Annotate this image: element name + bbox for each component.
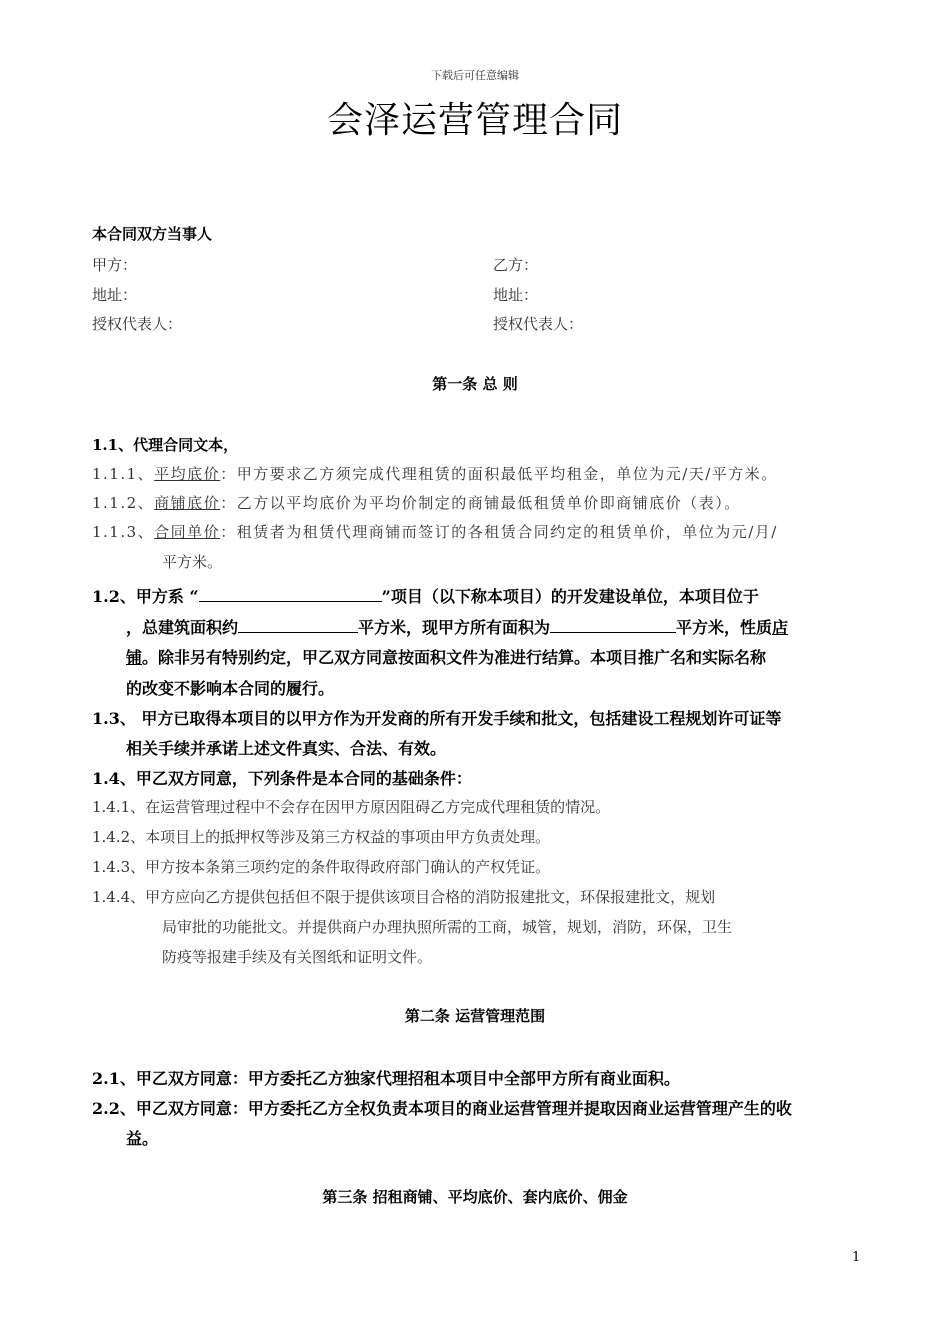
rep-a-label: 授权代表人：	[92, 315, 183, 333]
address-b-label: 地址：	[493, 286, 539, 304]
clause-1-2-line4: 的改变不影响本合同的履行。	[126, 679, 335, 698]
article3-heading: 第三条 招租商铺、平均底价、套内底价、佣金	[322, 1188, 628, 1206]
clause-text: ：甲方要求乙方须完成代理租赁的面积最低平均租金，单位为元/天/平方米。	[220, 465, 778, 483]
clause-text: ”项目（以下称本项目）的开发建设单位，本项目位于	[381, 587, 759, 606]
parties-heading: 本合同双方当事人	[92, 225, 213, 243]
clause-1-2-line1	[92, 584, 759, 607]
term-contract-unit-price: 合同单价	[154, 523, 221, 541]
page-number: 1	[852, 1250, 861, 1265]
rep-b-label: 授权代表人：	[493, 315, 584, 333]
clause-1-1-1	[92, 463, 778, 484]
clause-1-4-2: 1.4.2、本项目上的抵押权等涉及第三方权益的事项由甲方负责处理。	[92, 828, 551, 846]
clause-text: 1.2、甲方系 “	[92, 587, 199, 606]
term-shop-floor-price: 商铺底价	[154, 494, 221, 512]
property-type: 店	[772, 618, 789, 637]
clause-1-1-2	[92, 492, 741, 513]
clause-text: ：乙方以平均底价为平均价制定的商铺最低租赁单价即商铺底价（表）。	[220, 494, 741, 512]
clause-2-2-line1: 2.2、甲乙双方同意：甲方委托乙方全权负责本项目的商业运营管理并提取因商业运营管理产生的收	[92, 1099, 792, 1118]
clause-number: 1.1.1、	[92, 465, 155, 483]
clause-1-4-4-line1: 1.4.4、甲方应向乙方提供包括但不限于提供该项目合格的消防报建批文，环保报建批文，规划	[92, 888, 716, 906]
clause-number: 1.1.2、	[92, 494, 155, 512]
clause-text: ，总建筑面积约	[126, 618, 239, 637]
clause-1-2-line2	[126, 615, 788, 638]
header-note: 下载后可任意编辑	[431, 69, 519, 82]
clause-1-4-4-line2: 局审批的功能批文。并提供商户办理执照所需的工商，城管，规划，消防，环保，卫生	[162, 918, 733, 936]
clause-text: 。除非另有特别约定，甲乙双方同意按面积文件为准进行结算。本项目推广名和实际名称	[142, 648, 767, 667]
clause-number: 1.1.3、	[92, 523, 155, 541]
article1-heading: 第一条 总 则	[432, 375, 518, 393]
clause-1-2-line3	[126, 645, 766, 668]
clause-1-1-3-cont: 平方米。	[162, 553, 223, 571]
clause-text: ：租赁者为租赁代理商铺而签订的各租赁合同约定的租赁单价，单位为元/月/	[220, 523, 778, 541]
property-type-cont: 铺	[126, 648, 143, 667]
party-b-label: 乙方：	[493, 256, 539, 274]
total-area-blank	[238, 616, 358, 633]
party-a-label: 甲方：	[92, 256, 138, 274]
clause-2-2-line2: 益。	[126, 1129, 159, 1148]
clause-text: 平方米，性质	[676, 618, 773, 637]
clause-1-1-3	[92, 521, 778, 542]
clause-1-3-line2: 相关手续并承诺上述文件真实、合法、有效。	[126, 739, 447, 758]
clause-1-1: 1.1、代理合同文本，	[92, 436, 239, 454]
article2-heading: 第二条 运营管理范围	[404, 1007, 546, 1025]
clause-1-4-4-line3: 防疫等报建手续及有关图纸和证明文件。	[162, 948, 433, 966]
clause-1-4-3: 1.4.3、甲方按本条第三项约定的条件取得政府部门确认的产权凭证。	[92, 858, 551, 876]
address-a-label: 地址：	[92, 286, 138, 304]
clause-1-4-1: 1.4.1、在运营管理过程中不会存在因甲方原因阻碍乙方完成代理租赁的情况。	[92, 798, 611, 816]
project-name-blank	[199, 585, 382, 602]
clause-text: 平方米，现甲方所有面积为	[358, 618, 551, 637]
term-average-floor-price: 平均底价	[154, 465, 221, 483]
clause-1-4: 1.4、甲乙双方同意，下列条件是本合同的基础条件：	[92, 769, 472, 788]
clause-1-3-line1: 1.3、 甲方已取得本项目的以甲方作为开发商的所有开发手续和批文，包括建设工程规划许可证等	[92, 709, 782, 728]
owned-area-blank	[550, 616, 676, 633]
clause-2-1: 2.1、甲乙双方同意：甲方委托乙方独家代理招租本项目中全部甲方所有商业面积。	[92, 1069, 680, 1088]
document-title: 会泽运营管理合同	[326, 100, 623, 141]
